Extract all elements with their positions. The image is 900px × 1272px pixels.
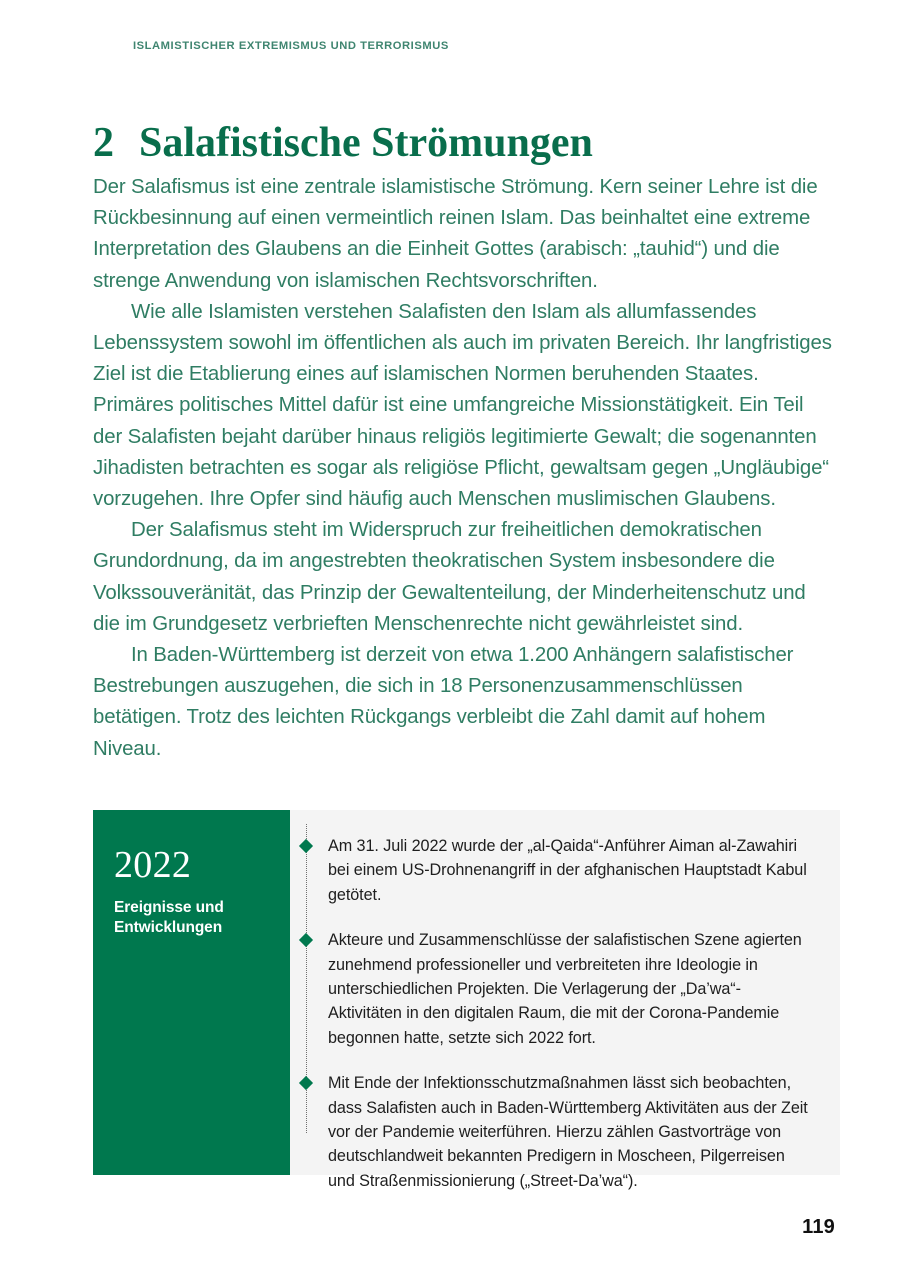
year-panel-subtitle-line2: Entwicklungen <box>114 919 223 936</box>
events-callout-box <box>93 810 840 1190</box>
events-list <box>290 834 814 1193</box>
list-item <box>290 928 814 1050</box>
page-title <box>93 120 593 166</box>
paragraph-2: Wie alle Islamisten verstehen Salafisten den Islam als allumfassendes Lebenssystem sowohl im öffentlichen als auch im privaten Bereich. Ihr langfristiges Ziel ist die Etablierung eines auf islamischen Normen beruhenden Staates. Primäres politisches Mittel dafür ist eine umfangreiche Missionstätigkeit. Ein Teil der Salafisten bejaht darüber hinaus religiös legitimierte Gewalt; die sogenannten Jihadisten betrachten es sogar als religiöse Pflicht, gewaltsam gegen „Ungläubige“ vorzugehen. Ihre Opfer sind häufig auch Menschen muslimischen Glaubens. <box>93 300 832 511</box>
year-label: 2022 <box>114 844 192 886</box>
list-item <box>290 834 814 907</box>
page-number: 119 <box>802 1216 835 1238</box>
body-copy <box>93 172 835 765</box>
list-item-text: Mit Ende der Infektionsschutzmaßnahmen lässt sich beobachten, dass Salafisten auch in Baden-Württemberg Aktivitäten aus der Zeit vor der Pandemie weiterführen. Hierzu zählen Gastvorträge von deutschlandweit bekannten Predigern in Moscheen, Pilgerreisen und Straßenmissionierung („Street-Da’wa“). <box>328 1074 808 1190</box>
diamond-bullet-icon <box>299 933 313 947</box>
running-head: ISLAMISTISCHER EXTREMISMUS UND TERRORISMUS <box>133 40 449 52</box>
year-panel-subtitle-line1: Ereignisse und <box>114 899 224 916</box>
paragraph-3: Der Salafismus steht im Widerspruch zur freiheitlichen demokratischen Grundordnung, da im angestrebten theokratischen System insbesondere die Volkssouveränität, das Prinzip der Gewaltenteilung, der Minderheitenschutz und die im Grundgesetz verbrieften Menschenrechte nicht gewährleistet sind. <box>93 519 806 635</box>
diamond-bullet-icon <box>299 839 313 853</box>
chapter-title: Salafistische Strömungen <box>139 120 593 167</box>
year-panel <box>93 810 290 1175</box>
list-item-text: Akteure und Zusammenschlüsse der salafistischen Szene agierten zunehmend professioneller und verbreiteten ihre Ideologie in unterschiedlichen Projekten. Die Verlagerung der „Da’wa“-Aktivitäten in den digitalen Raum, die mit der Corona-Pandemie begonnen hatte, setzte sich 2022 fort. <box>328 931 802 1047</box>
year-panel-subtitle <box>114 898 290 938</box>
paragraph-1: Der Salafismus ist eine zentrale islamistische Strömung. Kern seiner Lehre ist die Rückbesinnung auf einen vermeintlich reinen Islam. Das beinhaltet eine extreme Interpretation des Glaubens an die Einheit Gottes (arabisch: „tauhid“) und die strenge Anwendung von islamischen Rechtsvorschriften. <box>93 176 818 292</box>
paragraph-4: In Baden-Württemberg ist derzeit von etwa 1.200 Anhängern salafistischer Bestrebungen auszugehen, die sich in 18 Personenzusammenschlüssen betätigen. Trotz des leichten Rückgangs verbleibt die Zahl damit auf hohem Niveau. <box>93 644 794 760</box>
list-item-text: Am 31. Juli 2022 wurde der „al-Qaida“-Anführer Aiman al-Zawahiri bei einem US-Drohnenangriff in der afghanischen Hauptstadt Kabul getötet. <box>328 837 807 904</box>
events-list-panel <box>290 810 840 1190</box>
list-item <box>290 1071 814 1193</box>
chapter-number: 2 <box>93 120 114 167</box>
diamond-bullet-icon <box>299 1076 313 1090</box>
